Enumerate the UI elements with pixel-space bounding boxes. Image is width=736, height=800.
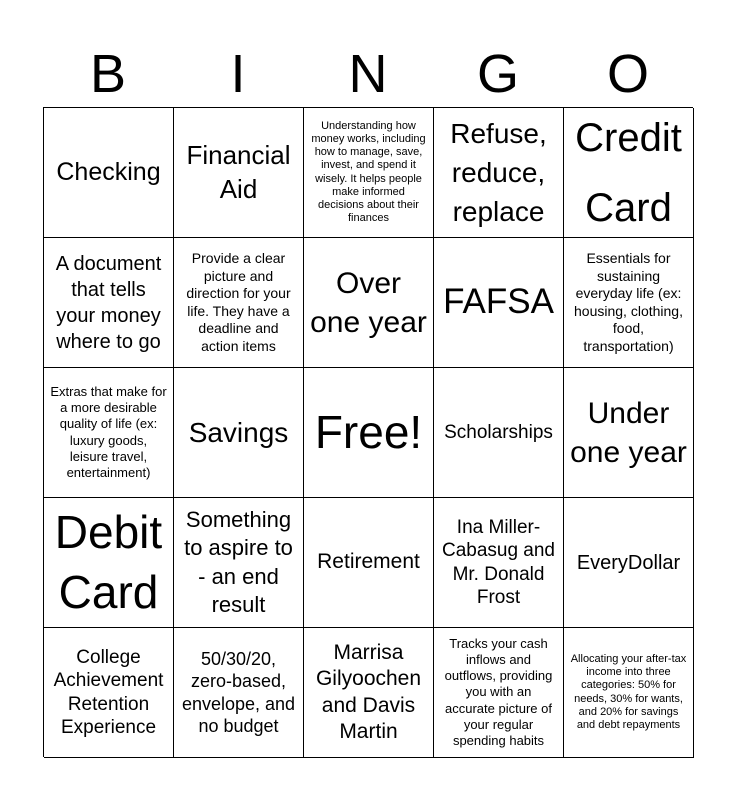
- header-letter-g: G: [476, 44, 519, 104]
- bingo-cell[interactable]: A document that tells your money where to go: [44, 238, 174, 368]
- bingo-cell[interactable]: Something to aspire to - an end result: [174, 498, 304, 628]
- bingo-cell[interactable]: Under one year: [564, 368, 694, 498]
- bingo-cell[interactable]: Provide a clear picture and direction for your life. They have a deadline and action items: [174, 238, 304, 368]
- bingo-header: [43, 44, 693, 104]
- bingo-cell[interactable]: Extras that make for a more desirable quality of life (ex: luxury goods, leisure travel, entertainment): [44, 368, 174, 498]
- bingo-cell[interactable]: Checking: [44, 108, 174, 238]
- free-space[interactable]: Free!: [304, 368, 434, 498]
- bingo-cell[interactable]: College Achievement Retention Experience: [44, 628, 174, 758]
- bingo-cell[interactable]: Refuse, reduce, replace: [434, 108, 564, 238]
- bingo-cell[interactable]: Ina Miller-Cabasug and Mr. Donald Frost: [434, 498, 564, 628]
- header-letter-o: O: [606, 44, 649, 104]
- bingo-cell[interactable]: FAFSA: [434, 238, 564, 368]
- bingo-cell[interactable]: Scholarships: [434, 368, 564, 498]
- bingo-cell[interactable]: Allocating your after-tax income into three categories: 50% for needs, 30% for wants, and 20% for savings and debt repayments: [564, 628, 694, 758]
- bingo-cell[interactable]: Tracks your cash inflows and outflows, providing you with an accurate picture of your regular spending habits: [434, 628, 564, 758]
- header-letter-b: B: [89, 44, 127, 104]
- bingo-cell[interactable]: Marrisa Gilyoochen and Davis Martin: [304, 628, 434, 758]
- bingo-cell[interactable]: Essentials for sustaining everyday life (ex: housing, clothing, food, transportation): [564, 238, 694, 368]
- bingo-cell[interactable]: Savings: [174, 368, 304, 498]
- bingo-cell[interactable]: 50/30/20, zero-based, envelope, and no budget: [174, 628, 304, 758]
- header-letter-i: I: [230, 44, 246, 104]
- bingo-grid: [43, 107, 693, 757]
- bingo-cell[interactable]: Financial Aid: [174, 108, 304, 238]
- bingo-cell[interactable]: Retirement: [304, 498, 434, 628]
- bingo-cell[interactable]: EveryDollar: [564, 498, 694, 628]
- bingo-cell[interactable]: Debit Card: [44, 498, 174, 628]
- bingo-cell[interactable]: Understanding how money works, including how to manage, save, invest, and spend it wisely. It helps people make informed decisions about their finances: [304, 108, 434, 238]
- header-letter-n: N: [348, 44, 388, 104]
- bingo-cell[interactable]: Credit Card: [564, 108, 694, 238]
- bingo-cell[interactable]: Over one year: [304, 238, 434, 368]
